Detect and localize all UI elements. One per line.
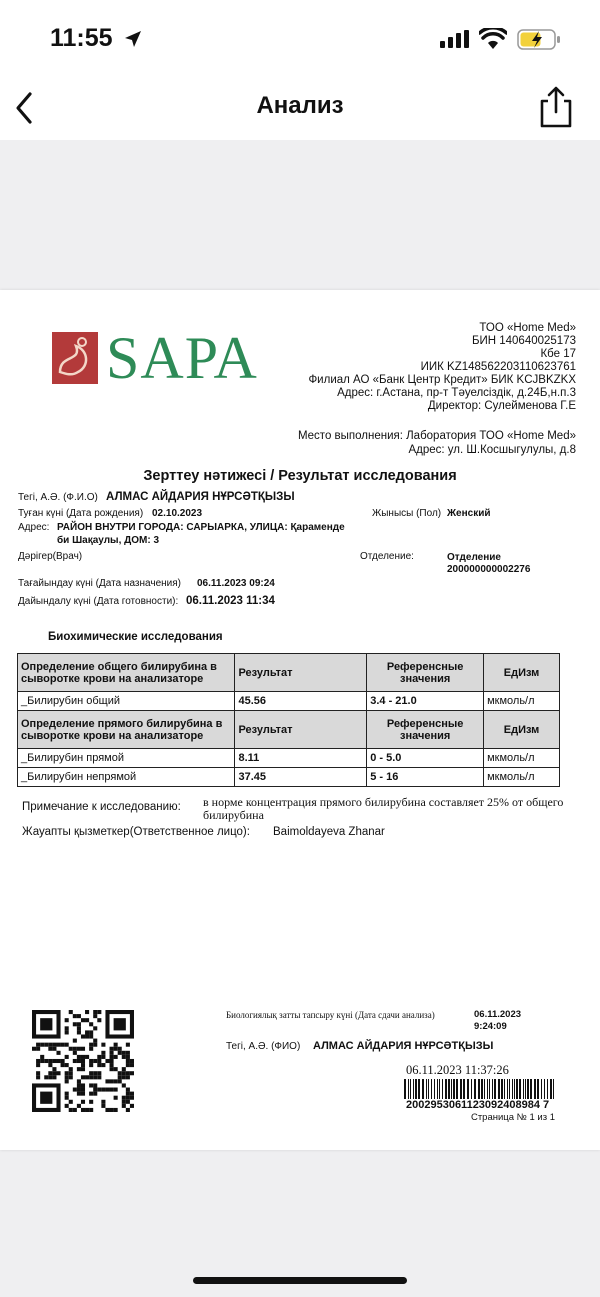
- wifi-icon: [479, 28, 507, 49]
- table-header-row: [18, 654, 560, 692]
- sample-date-label: Биологиялық затты тапсыру күні (Дата сдачи анализа): [226, 1010, 435, 1020]
- dob-label: Туған күні (Дата рождения): [18, 508, 144, 519]
- org-line: Кбе 17: [540, 348, 576, 360]
- test-name: _Билирубин прямой: [18, 749, 235, 768]
- test-result: 45.56: [235, 692, 367, 711]
- sample-date: 06.11.2023: [474, 1009, 522, 1020]
- org-line: Директор: Сулейменова Г.Е: [427, 400, 576, 412]
- place-line: Место выполнения: Лаборатория ТОО «Home Med»: [297, 430, 576, 442]
- page-number: Страница № 1 из 1: [470, 1112, 555, 1123]
- test-name: _Билирубин общий: [18, 692, 235, 711]
- org-line: Филиал АО «Банк Центр Кредит» БИК KCJBKZKX: [308, 374, 576, 386]
- department-name: Отделение: [447, 552, 501, 563]
- reference-header: Референсные значения: [367, 711, 484, 749]
- table-row: [18, 749, 560, 768]
- org-line: ТОО «Home Med»: [479, 322, 576, 334]
- assigned-date-label: Тағайындау күні (Дата назначения): [18, 578, 181, 589]
- test-result: 37.45: [235, 768, 367, 787]
- address-line-1: РАЙОН ВНУТРИ ГОРОДА: САРЫАРКА, УЛИЦА: Қарамендe: [57, 522, 345, 533]
- status-bar: [0, 0, 600, 80]
- sample-time: 9:24:09: [474, 1021, 507, 1032]
- share-button[interactable]: [538, 84, 574, 130]
- execution-place: [298, 429, 576, 457]
- note-text: в норме концентрация прямого билирубина составляет 25% от общего билирубина: [203, 795, 564, 822]
- print-datetime: 06.11.2023 11:37:26: [406, 1063, 509, 1077]
- signal-icon: [440, 30, 470, 48]
- unit-header: ЕдИзм: [484, 654, 560, 692]
- org-line: ИИК KZ148562203110623761: [420, 361, 576, 373]
- test-group-header: Определение общего билирубина в сыворотке крови на анализаторе: [18, 654, 235, 692]
- test-reference: 3.4 - 21.0: [367, 692, 484, 711]
- address-line-2: би Шақаулы, ДОМ: 3: [57, 535, 160, 546]
- barcode-number: 2002953061123092408984 7: [406, 1099, 550, 1111]
- address-label: Адрес:: [18, 522, 50, 533]
- home-indicator[interactable]: [193, 1277, 407, 1284]
- table-row: [18, 692, 560, 711]
- table-row: [18, 768, 560, 787]
- nav-bar: [0, 80, 600, 140]
- footer-patient-name: АЛМАС АЙДАРИЯ НҰРСӘТҚЫЗЫ: [313, 1040, 494, 1052]
- test-group-header: Определение прямого билирубина в сыворотке крови на анализаторе: [18, 711, 235, 749]
- org-line: БИН 140640025173: [471, 335, 576, 347]
- ready-date-label: Дайындалу күні (Дата готовности):: [18, 596, 179, 607]
- status-time: 11:55: [50, 24, 113, 52]
- page-title: Анализ: [256, 92, 344, 119]
- reference-header: Референсные значения: [367, 654, 484, 692]
- patient-name: АЛМАС АЙДАРИЯ НҰРСӘТҚЫЗЫ: [106, 491, 295, 503]
- responsible-name: Baimoldayeva Zhanar: [273, 826, 385, 838]
- logo-ornament-icon: [52, 332, 98, 384]
- lab-report-document[interactable]: [0, 290, 600, 1150]
- results-table: [17, 653, 560, 787]
- report-title: Зерттеу нәтижесі / Результат исследования: [143, 468, 457, 484]
- dob-value: 02.10.2023: [152, 508, 203, 519]
- note-label: Примечание к исследованию:: [22, 801, 181, 813]
- test-reference: 5 - 16: [367, 768, 484, 787]
- doctor-label: Дәрігер(Врач): [18, 551, 83, 562]
- assigned-date-value: 06.11.2023 09:24: [197, 578, 275, 589]
- section-title: Биохимические исследования: [48, 631, 223, 643]
- footer-fio-label: Тегі, А.Ә. (ФИО): [226, 1041, 301, 1052]
- fio-label: Тегі, А.Ә. (Ф.И.О): [18, 492, 98, 503]
- barcode: [404, 1079, 558, 1099]
- department-label: Отделение:: [360, 551, 414, 562]
- department-code: 200000000002276: [447, 564, 531, 575]
- sex-value: Женский: [447, 508, 491, 519]
- org-line: Адрес: г.Астана, пр-т Тәуелсіздік, д.24Б,н.п.3: [337, 387, 576, 399]
- logo-text: SAPA: [106, 325, 258, 391]
- result-header: Результат: [235, 654, 367, 692]
- table-header-row: [18, 711, 560, 749]
- place-line: Адрес: ул. Ш.Косшыгулулы, д.8: [408, 444, 576, 456]
- test-unit: мкмоль/л: [484, 749, 560, 768]
- test-unit: мкмоль/л: [484, 692, 560, 711]
- test-reference: 0 - 5.0: [367, 749, 484, 768]
- result-header: Результат: [235, 711, 367, 749]
- qr-code: [32, 1010, 134, 1112]
- test-result: 8.11: [235, 749, 367, 768]
- location-arrow-icon: [123, 29, 143, 49]
- ready-date-value: 06.11.2023 11:34: [186, 595, 275, 607]
- responsible-label: Жауапты қызметкер(Ответственное лицо):: [22, 826, 250, 838]
- sex-label: Жынысы (Пол): [372, 508, 442, 519]
- test-name: _Билирубин непрямой: [18, 768, 235, 787]
- organization-details: [308, 322, 576, 413]
- battery-charging-icon: [517, 29, 561, 50]
- test-unit: мкмоль/л: [484, 768, 560, 787]
- lab-logo: [52, 325, 258, 392]
- unit-header: ЕдИзм: [484, 711, 560, 749]
